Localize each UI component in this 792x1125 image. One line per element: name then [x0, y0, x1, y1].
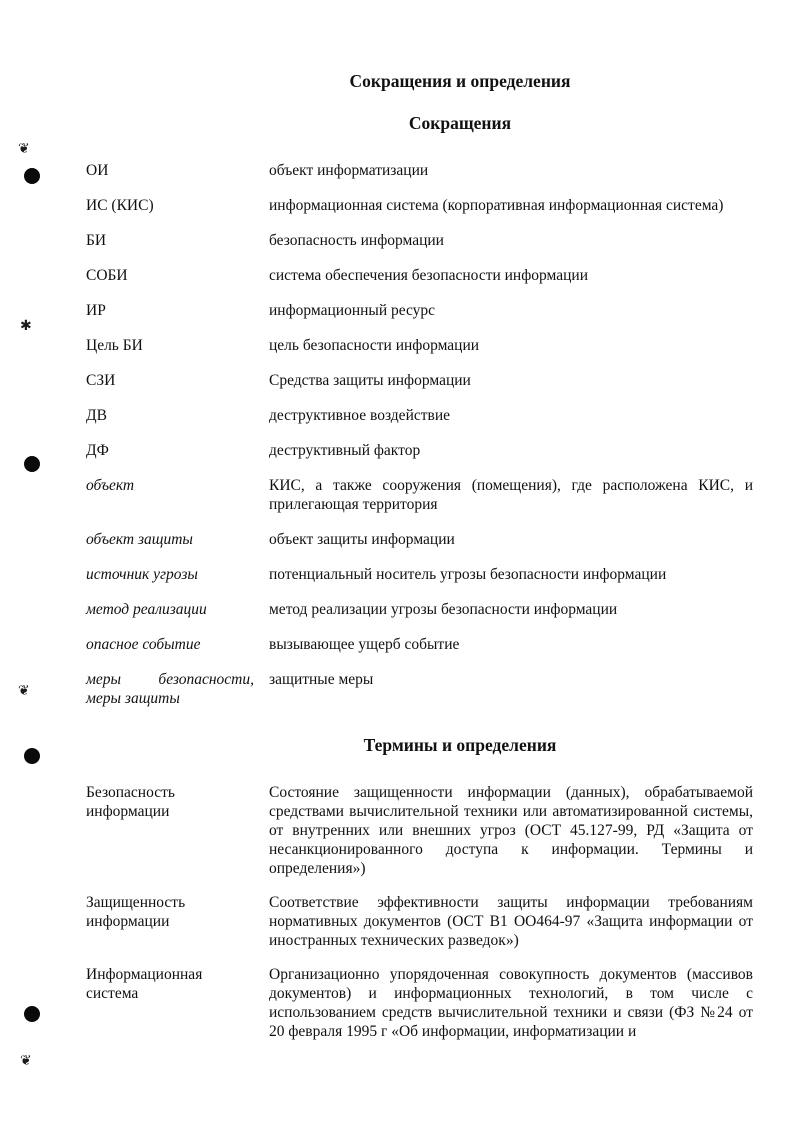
abbr-term: ДВ: [86, 407, 107, 424]
binder-hole-2: [24, 456, 40, 472]
abbr-definition: система обеспечения безопасности информации: [269, 267, 589, 284]
abbr-term: меры безопасности, меры защиты: [86, 671, 254, 707]
term-definition: Соответствие эффективности защиты информации требованиям нормативных документов (ОСТ В1 ОО464-97 «Защита информации от иностранных технических разведок»): [269, 894, 753, 949]
abbr-definition: деструктивный фактор: [269, 442, 421, 459]
abbr-definition: вызывающее ущерб событие: [269, 636, 460, 653]
abbr-definition: защитные меры: [269, 671, 374, 688]
abbr-definition: цель безопасности информации: [269, 337, 480, 354]
abbr-term: опасное событие: [86, 636, 201, 653]
abbr-definition: потенциальный носитель угрозы безопасности информации: [269, 566, 667, 583]
abbr-term: объект защиты: [86, 531, 193, 548]
abbr-term: СЗИ: [86, 372, 116, 389]
term-name: Защищенность информации: [86, 894, 186, 930]
scan-mark-3: ❦: [18, 683, 30, 699]
abbr-term: Цель БИ: [86, 337, 143, 354]
scan-mark-1: ❦: [18, 141, 30, 157]
abbr-definition: Средства защиты информации: [269, 372, 471, 389]
page-title: Сокращения и определения: [349, 71, 571, 91]
scan-mark-2: ✱: [20, 318, 32, 334]
term-name: Информационная система: [86, 966, 203, 1002]
binder-hole-3: [24, 748, 40, 764]
abbreviations-heading: Сокращения: [408, 113, 512, 133]
binder-hole-4: [24, 1006, 40, 1022]
abbr-definition: метод реализации угрозы безопасности информации: [269, 601, 618, 618]
abbr-definition: объект информатизации: [269, 162, 429, 179]
abbr-definition: информационная система (корпоративная информационная система): [269, 197, 724, 214]
abbr-definition: информационный ресурс: [269, 302, 436, 319]
abbr-term: источник угрозы: [86, 566, 198, 583]
term-definition: Организационно упорядоченная совокупность документов (массивов документов) и информационных технологий, в том числе с использованием средств вычислительной техники и связи (ФЗ №24 от 20 февраля 1995 г «Об информации, информатизации и: [269, 966, 753, 1040]
abbr-definition: КИС, а также сооружения (помещения), где расположена КИС, и прилегающая территория: [269, 477, 753, 513]
abbr-term: БИ: [86, 232, 107, 249]
abbr-term: ИС (КИС): [86, 197, 154, 214]
terms-heading: Термины и определения: [363, 735, 557, 755]
abbr-term: ДФ: [86, 442, 109, 459]
term-name: Безопасность информации: [86, 784, 175, 820]
binder-hole-1: [24, 168, 40, 184]
abbr-term: метод реализации: [86, 601, 207, 618]
abbr-definition: объект защиты информации: [269, 531, 455, 548]
abbr-term: объект: [86, 477, 135, 494]
term-definition: Состояние защищенности информации (данных), обрабатываемой средствами вычислительной техники или автоматизированной системы, от внутренних или внешних угроз (ОСТ 45.127-99, РД «Защита от несанкционированного доступа к информации. Термины и определения»): [269, 784, 753, 877]
abbr-term: СОБИ: [86, 267, 128, 284]
abbr-definition: деструктивное воздействие: [269, 407, 451, 424]
abbr-definition: безопасность информации: [269, 232, 444, 249]
scan-mark-4: ❦: [20, 1053, 32, 1069]
abbr-term: ОИ: [86, 162, 109, 179]
abbr-term: ИР: [86, 302, 106, 319]
